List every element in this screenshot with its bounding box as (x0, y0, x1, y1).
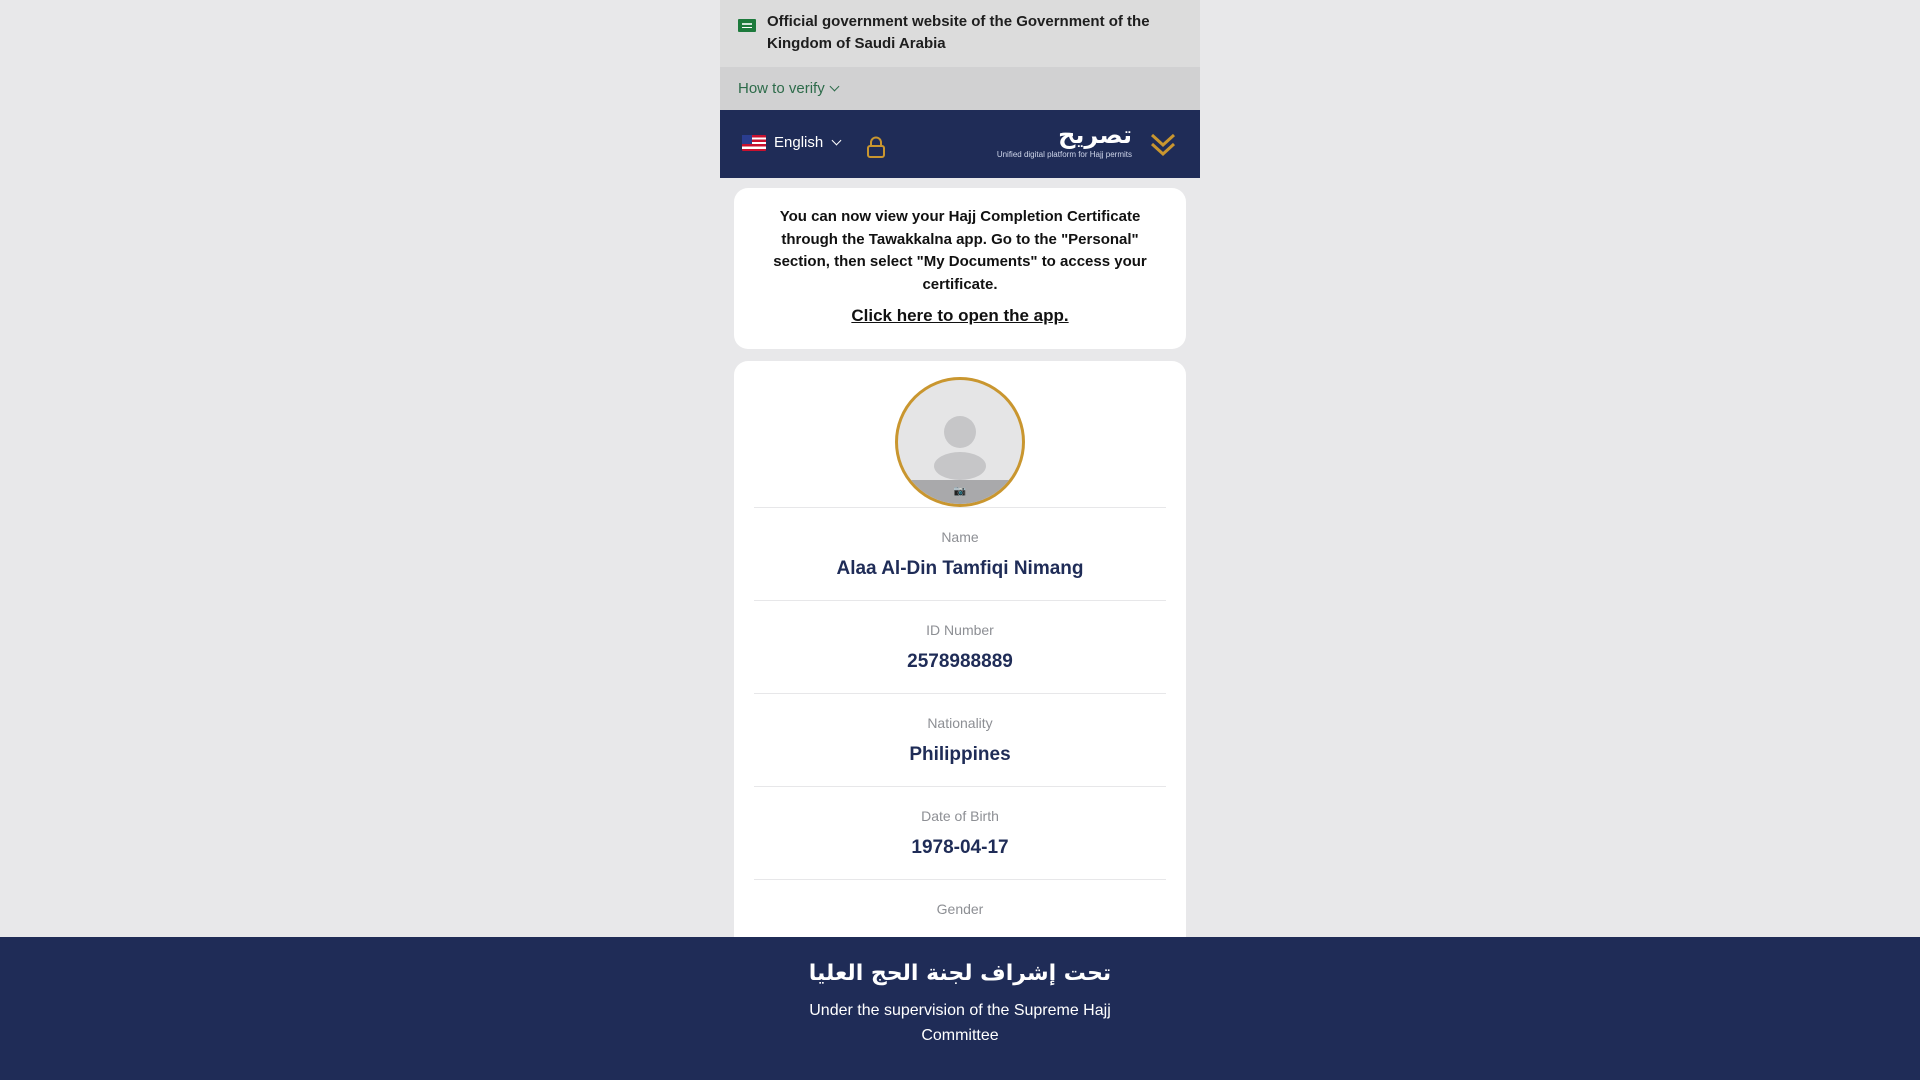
field-label: Date of Birth (921, 808, 999, 824)
language-label: English (774, 134, 824, 151)
field-value: Alaa Al-Din Tamfiqi Nimang (836, 558, 1084, 579)
saudi-flag-icon (738, 19, 756, 32)
lock-icon[interactable] (866, 136, 886, 158)
footer (0, 937, 1920, 1080)
brand-tagline: Unified digital platform for Hajj permits (996, 150, 1132, 159)
field-label: Nationality (927, 715, 993, 731)
open-app-link[interactable]: Click here to open the app. (851, 306, 1069, 325)
nationality-field (754, 693, 1166, 786)
field-label: Gender (936, 901, 984, 917)
chevron-down-icon (829, 82, 839, 92)
footer-arabic-text: تحت إشراف لجنة الحج العليا (808, 961, 1112, 986)
name-field (754, 507, 1166, 600)
field-label: ID Number (926, 622, 994, 638)
how-to-verify-toggle[interactable] (738, 80, 838, 97)
notice-message: You can now view your Hajj Completion Certificate through the Tawakkalna app. Go to the "Personal" section, then select "My Documents" to access your certificate. (773, 208, 1147, 293)
field-value: Philippines (909, 744, 1011, 765)
field-value: 2578988889 (907, 651, 1013, 672)
us-flag-icon (742, 135, 766, 151)
verify-bar (720, 67, 1200, 110)
brand-logo[interactable] (997, 122, 1132, 159)
language-selector[interactable] (742, 134, 840, 151)
camera-icon[interactable]: 📷 (898, 480, 1022, 504)
gov-banner (720, 0, 1200, 67)
field-value: 1978-04-17 (911, 837, 1009, 858)
id-number-field (754, 600, 1166, 693)
page-column (720, 0, 1200, 1080)
profile-photo[interactable] (895, 377, 1025, 507)
tawakkalna-notice-card (734, 188, 1186, 349)
how-to-verify-label: How to verify (738, 80, 825, 97)
double-chevron-down-icon (1150, 132, 1176, 158)
permit-holder-card (734, 361, 1186, 961)
brand-name: تصريح (1058, 121, 1132, 149)
top-navigation (720, 110, 1200, 178)
gov-banner-text: Official government website of the Government of the Kingdom of Saudi Arabia (767, 13, 1150, 52)
date-of-birth-field (754, 786, 1166, 879)
field-label: Name (941, 529, 979, 545)
chevron-down-icon (832, 136, 842, 146)
footer-english-text: Under the supervision of the Supreme Hajj Committee (809, 1002, 1111, 1044)
